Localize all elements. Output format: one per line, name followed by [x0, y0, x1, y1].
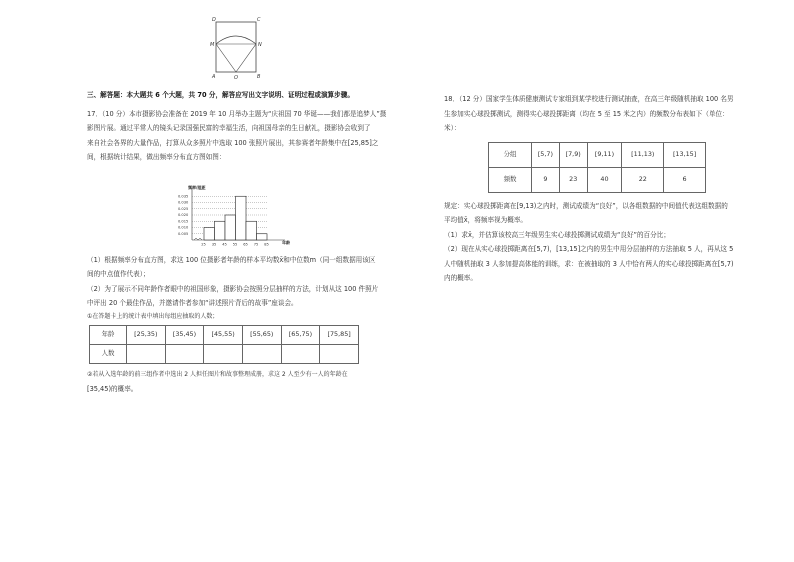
label-n: N	[258, 42, 262, 48]
histogram-bar	[236, 196, 247, 240]
histogram-x-label: 年龄	[282, 240, 290, 245]
distance-table-group: [11,13)	[622, 142, 664, 167]
distance-table-group-row	[489, 142, 706, 167]
q17-line: 影图片展。通过平常人的镜头记录国强民富的幸福生活，向祖国母亲的生日献礼，摄影协会收到了	[87, 124, 371, 132]
age-table-header-row	[90, 325, 359, 344]
distance-table-group: [7,9)	[559, 142, 587, 167]
x-tick-label: 25	[201, 242, 206, 247]
y-tick-label: 0.015	[178, 219, 189, 224]
histogram-bar	[257, 234, 268, 240]
age-table-col: [45,55)	[204, 325, 243, 344]
age-table-cell	[165, 344, 204, 363]
y-tick-label: 0.010	[178, 225, 189, 230]
histogram-bar	[246, 221, 257, 240]
histogram-bar	[215, 221, 226, 240]
segment-mo	[216, 44, 236, 72]
x-tick-label: 75	[253, 242, 259, 247]
segment-no	[236, 44, 256, 72]
age-table-cell	[127, 344, 166, 363]
distance-table-group: [5,7)	[532, 142, 560, 167]
x-tick-label: 55	[232, 242, 238, 247]
x-tick-label: 85	[264, 242, 269, 247]
age-table-col: [35,45)	[165, 325, 204, 344]
q18-rule-line: 规定：实心球投掷距离在[9,13)之内时，测试成绩为“良好”，以各组数据的中间值代表这组数据的	[444, 201, 728, 210]
y-tick-label: 0.005	[178, 231, 189, 236]
y-tick-label: 0.020	[178, 213, 189, 218]
age-table-col: [55,65)	[242, 325, 281, 344]
label-c: C	[257, 17, 261, 23]
arc-mn	[216, 36, 256, 44]
age-table-col: [65,75)	[281, 325, 320, 344]
geometry-figure	[200, 14, 270, 86]
q17-sub1: ①在答题卡上的统计表中填出每组应抽取的人数；	[87, 312, 219, 320]
age-table-cell	[242, 344, 281, 363]
distance-table-group: [13,15]	[664, 142, 706, 167]
distance-table-count: 9	[532, 167, 560, 192]
age-table-header-label: 年龄	[90, 325, 127, 344]
label-a: A	[212, 74, 216, 80]
age-table-cell	[281, 344, 320, 363]
age-table-cell	[320, 344, 359, 363]
distance-table-count: 23	[559, 167, 587, 192]
label-o: O	[234, 75, 238, 81]
x-tick-label: 45	[222, 242, 227, 247]
histogram-bar	[204, 228, 215, 241]
age-table-col: [75,85]	[320, 325, 359, 344]
y-tick-label: 0.025	[178, 206, 189, 211]
x-tick-label: 35	[211, 242, 217, 247]
q17-part2-line: 中评出 20 个最佳作品，并邀请作者参加“讲述照片背后的故事”座谈会。	[87, 299, 298, 307]
distance-table-count-row	[489, 167, 706, 192]
q18-intro-line: 生参加实心球投掷测试，测得实心球投掷距离（均在 5 至 15 米之内）的频数分布表如下（单位：	[444, 109, 729, 118]
age-table-cell	[204, 344, 243, 363]
q18-part2-line: （2）现在从实心球投掷距离在[5,7)，[13,15]之内的男生中用分层抽样的方法抽取 5 人，再从这 5	[444, 245, 734, 253]
q18-part1: （1）求x̄，并估算该校高三年级男生实心球投掷测试成绩为“良好”的百分比；	[444, 230, 670, 239]
q17-line: 来自社会各界的大量作品，打算从众多照片中选取 100 张照片展出，其参赛者年龄集中在[25,85]之	[87, 138, 379, 147]
age-table-row-label: 人数	[90, 344, 127, 363]
label-m: M	[210, 42, 215, 48]
distance-table-count: 22	[622, 167, 664, 192]
distance-table-count: 6	[664, 167, 706, 192]
distance-table	[488, 142, 706, 193]
q17-sub2-line: [35,45)的概率。	[87, 385, 138, 393]
q17-line: 17．（10 分）本市摄影协会准备在 2019 年 10 月举办主题为“庆祖国 70 华诞——我们都是追梦人”摄	[87, 109, 387, 118]
age-table-count-row	[90, 344, 359, 363]
square-outline	[216, 22, 256, 72]
frequency-histogram	[178, 183, 298, 255]
histogram-bar	[225, 215, 236, 240]
histogram-y-label: 频率/组距	[188, 185, 206, 190]
q17-part1-line: 间的中点值作代表）；	[87, 270, 150, 278]
distance-table-group: [9,11)	[587, 142, 622, 167]
q17-part2-line: （2）为了展示不同年龄作者眼中的祖国形象，摄影协会按照分层抽样的方法，计划从这 100 件照片	[87, 284, 379, 293]
axis-break-mark	[194, 238, 202, 240]
q18-part2-line: 内的概率。	[444, 274, 477, 282]
y-tick-label: 0.035	[178, 194, 189, 199]
distance-table-row1-label: 分组	[489, 142, 532, 167]
section-heading: 三、解答题：本大题共 6 个大题，共 70 分，解答应写出文字说明、证明过程或演算步骤。	[87, 91, 354, 99]
q18-part2-line: 人中随机抽取 3 人参加提高体能的训练，求：在被抽取的 3 人中恰有两人的实心球投掷距离在[5,7)	[444, 259, 734, 268]
age-table-col: [25,35)	[127, 325, 166, 344]
q17-line: 间，根据统计结果，做出频率分布直方图如图：	[87, 153, 226, 161]
x-tick-label: 65	[243, 242, 248, 247]
q18-rule-line: 平均值x̄，将频率视为概率。	[444, 216, 528, 224]
q17-part1-line: （1）根据频率分布直方图，求这 100 位摄影者年龄的样本平均数x̄和中位数m（同一组数据用该区	[87, 255, 376, 264]
distance-table-count: 40	[587, 167, 622, 192]
label-b: B	[257, 74, 261, 80]
histogram-marks	[178, 188, 285, 247]
q17-sub2-line: ②若从入选年龄的前三组作者中选出 2 人担任图片和故事整理成册，求这 2 人至少有一人的年龄在	[87, 370, 348, 378]
age-table	[89, 325, 359, 364]
q18-intro-line: 米）：	[444, 124, 461, 132]
y-tick-label: 0.030	[178, 200, 189, 205]
right-column	[444, 92, 752, 286]
q18-intro-line: 18．（12 分）国家学生体质健康测试专家组到某学校进行测试抽查，在高三年级随机抽取 100 名男	[444, 95, 734, 103]
distance-table-row2-label: 频数	[489, 167, 532, 192]
label-d: D	[212, 17, 216, 23]
